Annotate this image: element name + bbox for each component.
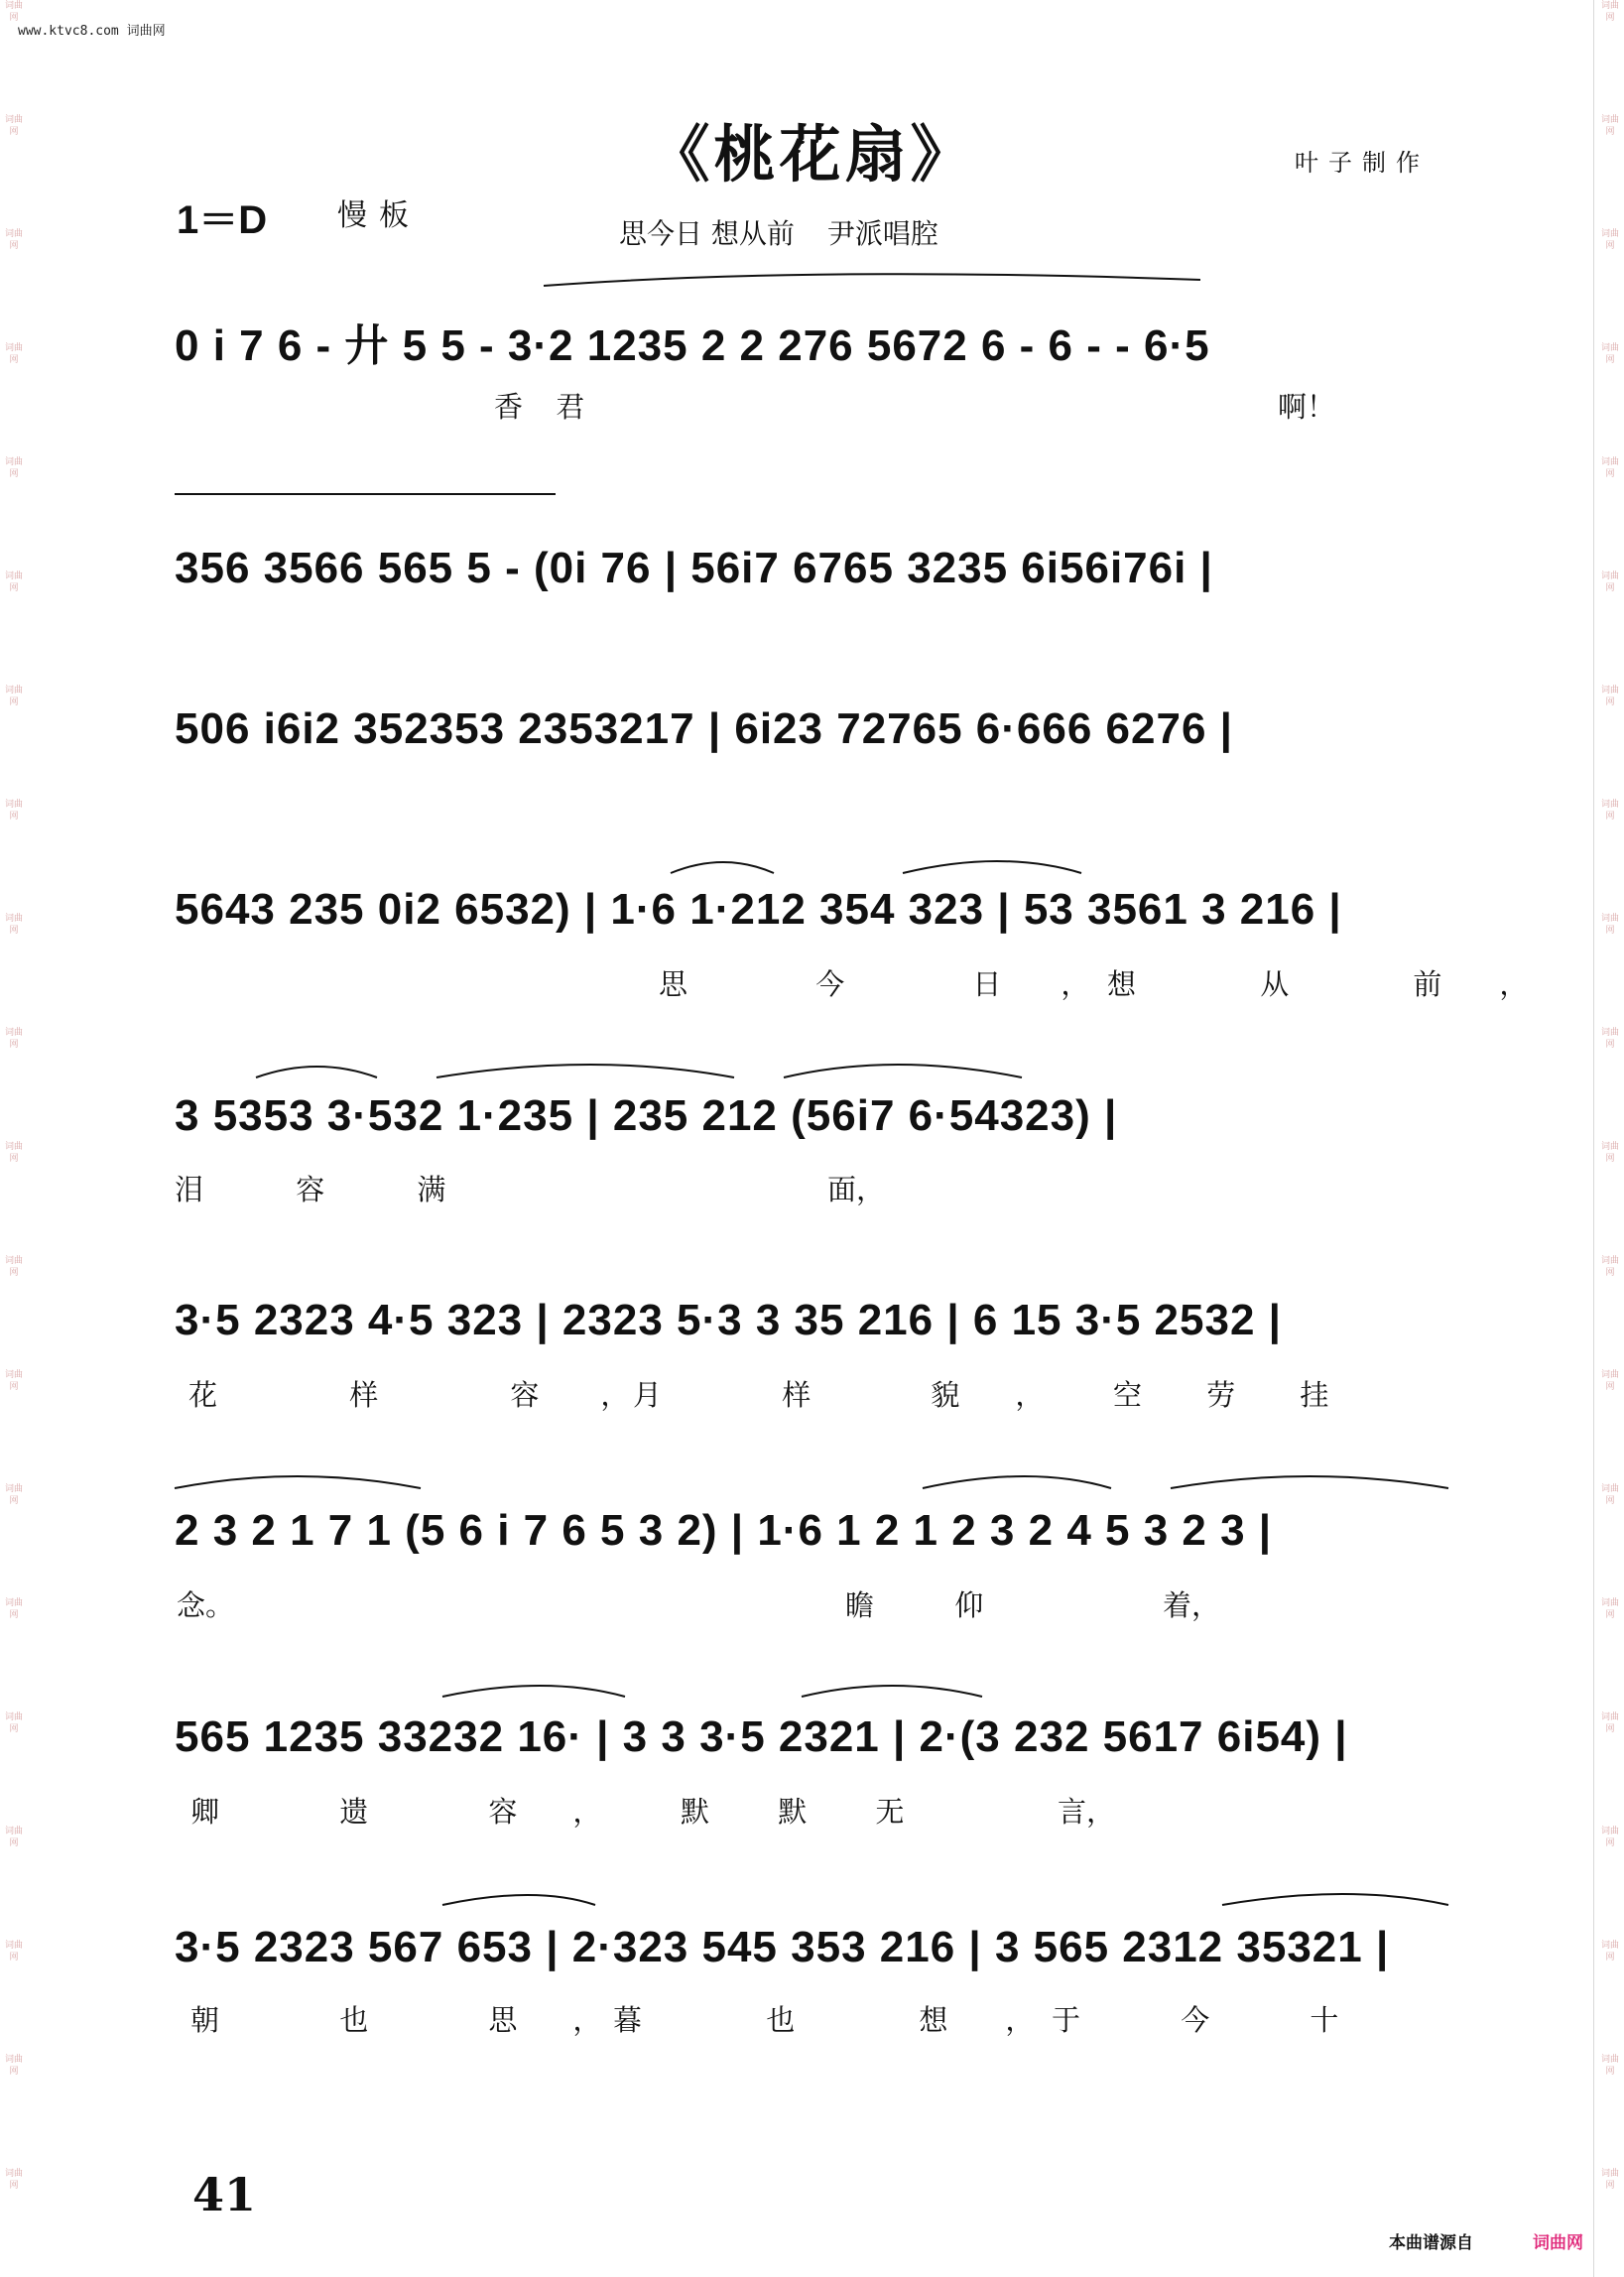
footer-site-link[interactable]: 词曲网 [1533,2233,1583,2253]
side-watermark-mark: 词曲网 [1600,571,1619,593]
site-header-text: www.ktvc8.com 词曲网 [18,24,166,39]
slur-line-7-a [175,1476,421,1488]
slur-line-4-a [671,862,774,873]
side-watermark-mark: 词曲网 [4,1370,23,1392]
side-watermark-mark: 词曲网 [4,1712,23,1734]
lyric-line-4-b: 想 从 前， [1107,967,1586,1001]
side-watermark-mark: 词曲网 [4,1028,23,1050]
slur-line-4-b [903,861,1081,873]
side-watermark-mark: 词曲网 [1600,229,1619,251]
lyric-line-8-b: 默 默 无 [681,1795,935,1829]
lyric-line-5-a: 泪 容 满 [175,1173,488,1206]
side-watermark-mark: 词曲网 [1600,1370,1619,1392]
slur-line-5-c [784,1065,1022,1077]
side-watermark-mark: 词曲网 [4,1941,23,1962]
key-signature: 1＝D [177,198,268,242]
side-watermark-mark: 词曲网 [1600,1,1619,23]
lyric-line-6-b: 月 样 貌， [633,1378,1100,1412]
side-watermark-mark: 词曲网 [4,571,23,593]
lyric-line-7-a: 念。 [177,1588,235,1622]
side-watermark-mark: 词曲网 [1600,343,1619,365]
side-watermark-mark: 词曲网 [4,115,23,137]
notation-line-3: 506 i6i2 352353 2353217 | 6i23 72765 6·666 6276 | [175,704,1233,753]
side-watermark-mark: 词曲网 [1600,457,1619,479]
side-watermark-mark: 词曲网 [4,343,23,365]
side-watermark-mark: 词曲网 [4,686,23,707]
lyric-line-1-b: 啊！ [1278,390,1336,424]
subtitle-style: 尹派唱腔 [826,217,938,250]
notation-line-7: 2 3 2 1 7 1 (5 6 i 7 6 5 3 2) | 1·6 1 2 1 2 3 2 4 5 3 2 3 | [175,1506,1273,1555]
side-watermark-mark: 词曲网 [1600,1142,1619,1164]
page-number: 41 [192,2168,257,2221]
slur-line-9-b [1222,1894,1448,1905]
lyric-line-7-c: 着， [1163,1588,1221,1622]
slur-line-8-a [442,1686,625,1697]
song-title: 《桃花扇》 [648,118,976,190]
side-watermark-mark: 词曲网 [4,1598,23,1620]
side-watermark-mark: 词曲网 [4,1142,23,1164]
notation-line-1: 0 i 7 6 - 廾 5 5 - 3·2 1235 2 2 276 5672 6 - 6 - - 6·5 [175,321,1210,370]
side-watermark-mark: 词曲网 [1600,914,1619,936]
side-watermark-mark: 词曲网 [4,2055,23,2077]
side-watermark-mark: 词曲网 [1600,1598,1619,1620]
side-watermark-mark: 词曲网 [1600,1827,1619,1848]
lyric-line-9-c: 于 今 十 [1052,2003,1385,2037]
lyric-line-6-c: 空 劳 挂 [1113,1378,1357,1412]
side-watermark-mark: 词曲网 [1600,1941,1619,1962]
side-watermark-mark: 词曲网 [4,2169,23,2191]
slur-line-5-b [437,1065,734,1077]
notation-line-9: 3·5 2323 567 653 | 2·323 545 353 216 | 3 565 2312 35321 | [175,1923,1390,1971]
slur-line-7-c [1171,1476,1448,1488]
side-watermark-mark: 词曲网 [4,1827,23,1848]
lyric-line-9-b: 暮 也 想， [613,2003,1092,2037]
side-watermark-mark: 词曲网 [4,914,23,936]
side-watermark-mark: 词曲网 [4,1484,23,1506]
notation-line-2: 356 3566 565 5 - (0i 76 | 56i7 6765 3235 6i56i76i | [175,544,1213,592]
side-watermark-mark: 词曲网 [1600,686,1619,707]
lyric-line-8-a: 卿 遗 容， [190,1795,658,1829]
lyric-line-6-a: 花 样 容， [188,1378,691,1412]
side-watermark-mark: 词曲网 [4,1256,23,1278]
side-watermark-mark: 词曲网 [1600,800,1619,822]
notation-line-8: 565 1235 33232 16· | 3 3 3·5 2321 | 2·(3 232 5617 6i54) | [175,1712,1348,1761]
side-watermark-mark: 词曲网 [1600,1256,1619,1278]
side-watermark-mark: 词曲网 [1600,2169,1619,2191]
slur-line-8-b [802,1686,982,1697]
side-watermark-mark: 词曲网 [1600,1484,1619,1506]
side-watermark-mark: 词曲网 [4,1,23,23]
side-watermark-mark: 词曲网 [4,457,23,479]
footer-source-label: 本曲谱源自 [1389,2233,1473,2253]
side-watermark-mark: 词曲网 [1600,2055,1619,2077]
tempo-marking: 慢板 [337,198,421,233]
notation-line-4: 5643 235 0i2 6532) | 1·6 1·212 354 323 | 53 3561 3 216 | [175,885,1342,934]
maker-credit: 叶子制作 [1295,149,1430,177]
lyric-line-1-a: 香 君 [494,390,597,424]
notation-line-5: 3 5353 3·532 1·235 | 235 212 (56i7 6·54323) | [175,1091,1118,1140]
side-watermark-mark: 词曲网 [1600,1712,1619,1734]
lyric-line-5-b: 面， [827,1173,886,1206]
slur-line-1 [544,274,1200,286]
side-watermark-mark: 词曲网 [4,800,23,822]
lyric-line-4-a: 思 今 日， [659,967,1150,1001]
slur-line-9-a [442,1895,595,1905]
lyric-line-8-c: 言， [1058,1795,1116,1829]
side-watermark-mark: 词曲网 [1600,1028,1619,1050]
side-watermark-mark: 词曲网 [1600,115,1619,137]
slur-line-5-a [256,1067,377,1077]
lyric-line-7-b: 瞻 仰 [845,1588,1020,1622]
slur-line-7-b [923,1476,1111,1488]
side-watermark-mark: 词曲网 [4,229,23,251]
lyric-line-9-a: 朝 也 思， [190,2003,658,2037]
subtitle-lyric-phrase: 思今日 想从前 [619,217,795,250]
notation-line-6: 3·5 2323 4·5 323 | 2323 5·3 3 35 216 | 6 15 3·5 2532 | [175,1296,1282,1344]
